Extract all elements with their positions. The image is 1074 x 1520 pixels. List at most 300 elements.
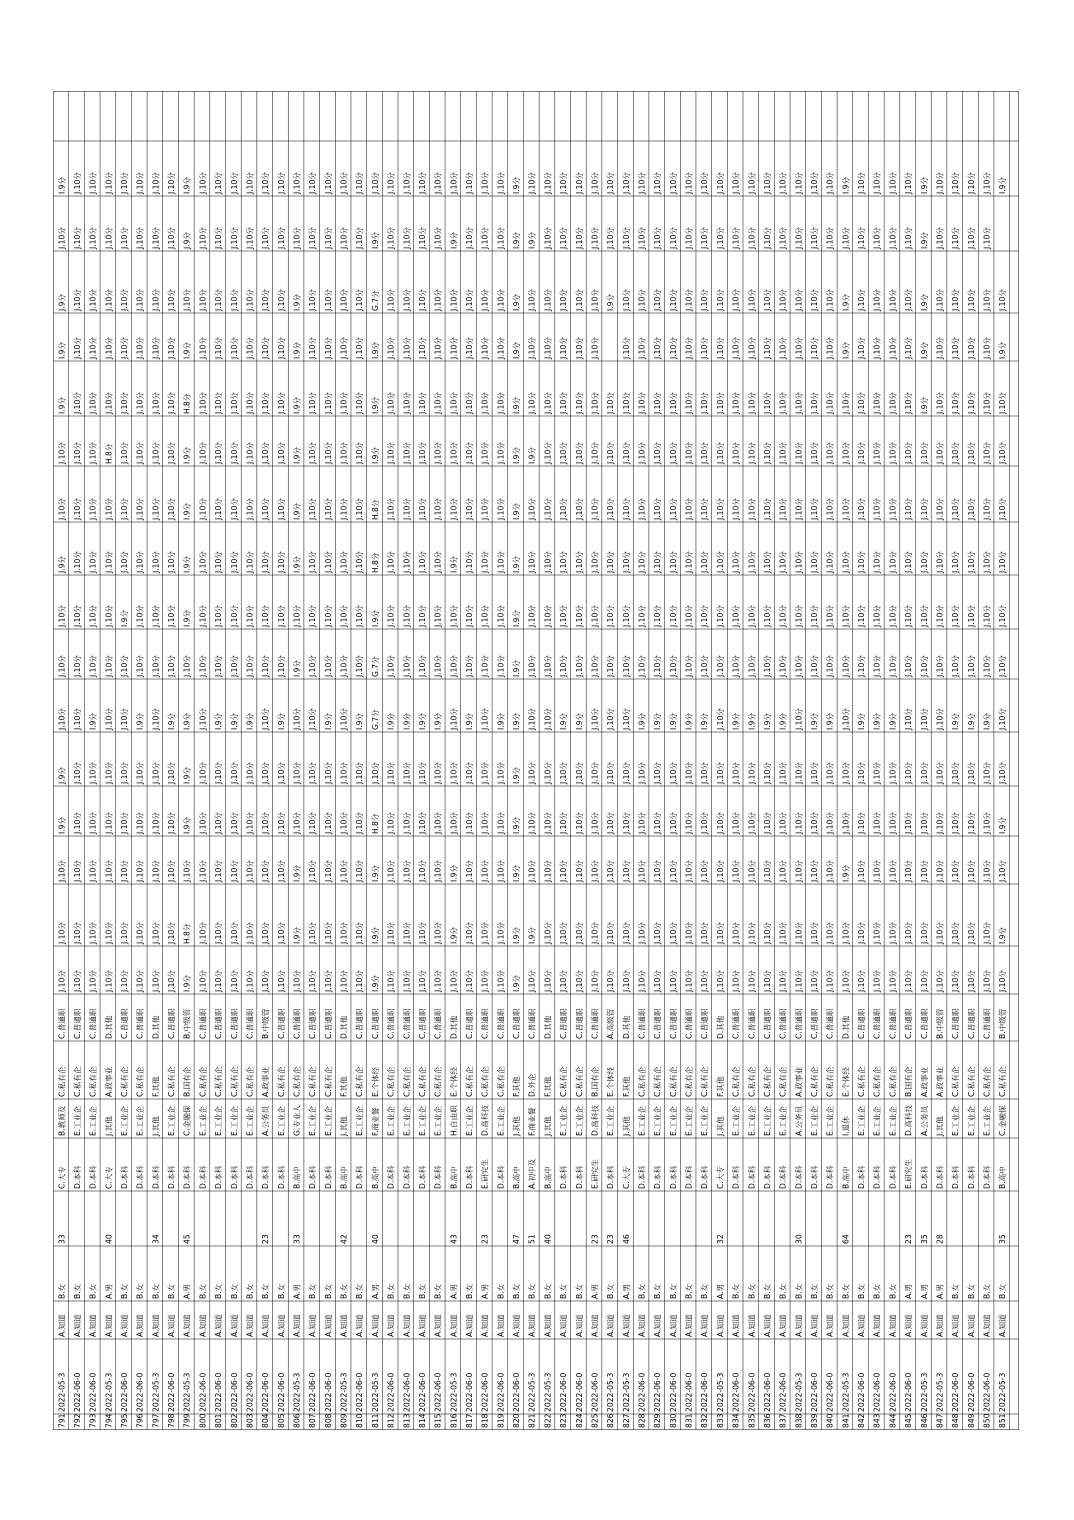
score-cell: I.9分	[370, 926, 380, 944]
position-cell: B.中级管	[182, 1008, 192, 1039]
score-cell: J.10分	[810, 498, 820, 520]
position-cell: A.高级管	[606, 1008, 616, 1039]
score-cell: J.10分	[104, 970, 114, 992]
score-cell: J.10分	[308, 762, 318, 784]
score-cell: J.10分	[668, 172, 678, 194]
score-cell: J.10分	[198, 762, 208, 784]
gender-cell: B.女	[355, 1283, 365, 1299]
row-id-cell: 827	[621, 1413, 631, 1428]
score-cell: J.10分	[951, 337, 961, 359]
score-cell: J.10分	[888, 289, 898, 311]
score-cell: J.10分	[198, 289, 208, 311]
score-cell: I.9分	[512, 396, 522, 414]
score-cell: J.10分	[810, 860, 820, 882]
score-cell: J.10分	[229, 442, 239, 464]
score-cell: J.10分	[935, 708, 945, 730]
gender-cell: B.女	[88, 1283, 98, 1299]
score-cell: J.10分	[857, 812, 867, 834]
score-cell: J.10分	[308, 172, 318, 194]
position-cell: C.普通职	[245, 1008, 255, 1039]
score-cell: I.9分	[57, 396, 67, 414]
employer-cell: C.私有企	[966, 1066, 976, 1097]
score-cell: J.10分	[465, 922, 475, 944]
occupation-cell: E.工业企	[72, 1106, 82, 1136]
score-cell: J.10分	[480, 498, 490, 520]
score-cell: J.10分	[794, 762, 804, 784]
score-cell: J.10分	[747, 498, 757, 520]
employer-cell: C.私有企	[276, 1066, 286, 1097]
date-cell: 2022-06-0	[872, 1372, 882, 1412]
score-cell: J.10分	[700, 922, 710, 944]
score-cell: J.10分	[872, 812, 882, 834]
employer-cell: C.私有企	[57, 1066, 67, 1097]
gender-cell: B.女	[57, 1283, 67, 1299]
score-cell: J.10分	[308, 860, 318, 882]
score-cell: J.10分	[653, 442, 663, 464]
employer-cell: C.私有企	[417, 1066, 427, 1097]
score-cell: J.10分	[825, 605, 835, 627]
score-cell: J.10分	[825, 337, 835, 359]
position-cell: C.普通职	[982, 1008, 992, 1039]
row-id-cell: 795	[120, 1413, 130, 1428]
score-cell: J.10分	[762, 337, 772, 359]
score-cell: J.10分	[229, 551, 239, 573]
score-cell: G.7分	[370, 709, 380, 730]
score-cell: J.10分	[982, 812, 992, 834]
score-cell: J.10分	[794, 392, 804, 414]
score-cell: J.9分	[57, 766, 67, 784]
score-cell: J.10分	[559, 172, 569, 194]
score-cell: J.10分	[935, 172, 945, 194]
score-cell: J.10分	[841, 812, 851, 834]
date-cell: 2022-06-0	[417, 1372, 427, 1412]
score-cell: J.10分	[872, 762, 882, 784]
score-cell: J.10分	[951, 227, 961, 249]
awareness-cell: A.知道	[998, 1314, 1008, 1337]
occupation-cell: B.教师及	[57, 1105, 67, 1136]
score-cell: J.10分	[261, 551, 271, 573]
score-cell: J.10分	[872, 551, 882, 573]
score-cell: J.10分	[465, 551, 475, 573]
score-cell: J.10分	[574, 337, 584, 359]
score-cell: J.10分	[762, 922, 772, 944]
score-cell: J.10分	[151, 289, 161, 311]
score-cell: I.9分	[512, 341, 522, 359]
score-cell: J.10分	[198, 172, 208, 194]
score-cell: J.10分	[621, 655, 631, 677]
score-cell: J.10分	[229, 289, 239, 311]
score-cell: J.10分	[276, 172, 286, 194]
score-cell: I.9分	[841, 176, 851, 194]
score-cell: J.10分	[966, 812, 976, 834]
score-cell: J.10分	[778, 812, 788, 834]
occupation-cell: J.其他	[935, 1116, 945, 1136]
score-cell: J.10分	[214, 498, 224, 520]
score-cell: J.10分	[104, 498, 114, 520]
score-cell: J.10分	[715, 498, 725, 520]
score-cell: J.10分	[72, 289, 82, 311]
score-cell: J.10分	[904, 655, 914, 677]
score-cell: J.10分	[355, 172, 365, 194]
score-cell: J.10分	[261, 708, 271, 730]
score-cell: J.10分	[715, 605, 725, 627]
awareness-cell: A.知道	[574, 1314, 584, 1337]
score-cell: J.10分	[480, 922, 490, 944]
awareness-cell: A.知道	[637, 1314, 647, 1337]
employer-cell: C.私有企	[214, 1066, 224, 1097]
score-cell: J.10分	[982, 762, 992, 784]
score-cell: J.10分	[606, 655, 616, 677]
score-cell: J.10分	[747, 860, 757, 882]
score-cell: J.10分	[355, 551, 365, 573]
score-cell: J.10分	[637, 605, 647, 627]
awareness-cell: A.知道	[370, 1314, 380, 1337]
gender-cell: B.女	[637, 1283, 647, 1299]
score-cell: J.10分	[684, 172, 694, 194]
score-cell: J.10分	[480, 762, 490, 784]
score-cell: J.10分	[433, 172, 443, 194]
score-cell: J.10分	[151, 860, 161, 882]
score-cell: J.10分	[480, 289, 490, 311]
score-cell: J.10分	[323, 655, 333, 677]
score-cell: J.10分	[621, 337, 631, 359]
position-cell: C.普通职	[857, 1008, 867, 1039]
score-cell: J.10分	[543, 708, 553, 730]
awareness-cell: A.知道	[120, 1314, 130, 1337]
age-cell: 40	[104, 1234, 114, 1244]
score-cell: I.9分	[512, 555, 522, 573]
score-cell: J.10分	[386, 172, 396, 194]
score-cell: J.10分	[794, 172, 804, 194]
position-cell: D.其他	[621, 1015, 631, 1039]
score-cell: J.10分	[872, 860, 882, 882]
position-cell: D.其他	[715, 1015, 725, 1039]
score-cell: I.9分	[747, 712, 757, 730]
score-cell: J.10分	[323, 498, 333, 520]
score-cell: J.10分	[778, 172, 788, 194]
position-cell: C.普通职	[825, 1008, 835, 1039]
score-cell: J.10分	[543, 551, 553, 573]
score-cell: J.10分	[88, 605, 98, 627]
score-cell: J.10分	[998, 762, 1008, 784]
score-cell: J.10分	[951, 655, 961, 677]
score-cell: J.10分	[998, 970, 1008, 992]
gender-cell: B.女	[229, 1283, 239, 1299]
education-cell: D.本科	[559, 1165, 569, 1189]
occupation-cell: E.工业企	[214, 1106, 224, 1136]
score-cell: I.9分	[668, 712, 678, 730]
score-cell: J.10分	[386, 289, 396, 311]
occupation-cell: A.公务员	[794, 1105, 804, 1136]
score-cell: J.10分	[904, 605, 914, 627]
score-cell: J.10分	[590, 762, 600, 784]
score-cell: J.10分	[120, 860, 130, 882]
score-cell: J.10分	[433, 605, 443, 627]
score-cell: J.10分	[198, 227, 208, 249]
age-cell: 35	[998, 1234, 1008, 1244]
score-cell: J.10分	[872, 227, 882, 249]
education-cell: D.本科	[182, 1165, 192, 1189]
score-cell: J.10分	[214, 172, 224, 194]
score-cell: I.9分	[449, 231, 459, 249]
occupation-cell: E.工业企	[951, 1106, 961, 1136]
score-cell: J.10分	[747, 392, 757, 414]
score-cell: J.10分	[386, 922, 396, 944]
gender-cell: B.女	[684, 1283, 694, 1299]
score-cell: J.10分	[731, 812, 741, 834]
score-cell: J.10分	[715, 860, 725, 882]
score-cell: J.10分	[590, 605, 600, 627]
score-cell: I.9分	[919, 176, 929, 194]
score-cell: J.10分	[778, 605, 788, 627]
education-cell: D.本科	[135, 1165, 145, 1189]
score-cell: J.10分	[825, 227, 835, 249]
score-cell: J.10分	[72, 655, 82, 677]
score-cell: J.10分	[904, 970, 914, 992]
position-cell: C.普通职	[888, 1008, 898, 1039]
row-id-cell: 812	[386, 1413, 396, 1428]
score-cell: I.9分	[57, 176, 67, 194]
row-id-cell: 800	[198, 1413, 208, 1428]
awareness-cell: A.知道	[496, 1314, 506, 1337]
score-cell: J.10分	[543, 337, 553, 359]
date-cell: 2022-06-0	[402, 1372, 412, 1412]
score-cell: J.10分	[72, 227, 82, 249]
date-cell: 2022-06-0	[668, 1372, 678, 1412]
score-cell: J.10分	[449, 392, 459, 414]
score-cell: J.10分	[888, 498, 898, 520]
score-cell: J.10分	[747, 812, 757, 834]
score-cell: J.10分	[637, 442, 647, 464]
date-cell: 2022-05-3	[292, 1372, 302, 1412]
awareness-cell: A.知道	[135, 1314, 145, 1337]
position-cell: C.普通职	[480, 1008, 490, 1039]
score-cell: I.9分	[182, 176, 192, 194]
score-cell: J.10分	[88, 172, 98, 194]
score-cell: J.10分	[888, 922, 898, 944]
score-cell: J.10分	[857, 498, 867, 520]
score-cell: J.10分	[872, 970, 882, 992]
score-cell: I.9分	[402, 712, 412, 730]
awareness-cell: A.知道	[731, 1314, 741, 1337]
age-cell: 28	[935, 1234, 945, 1244]
score-cell: J.10分	[888, 605, 898, 627]
date-cell: 2022-06-0	[888, 1372, 898, 1412]
employer-cell: C.私有企	[684, 1066, 694, 1097]
score-cell: J.10分	[135, 762, 145, 784]
score-cell: J.10分	[590, 172, 600, 194]
score-cell: J.10分	[496, 337, 506, 359]
date-cell: 2022-06-0	[355, 1372, 365, 1412]
score-cell: J.10分	[120, 289, 130, 311]
score-cell: J.10分	[355, 922, 365, 944]
score-cell: J.10分	[182, 860, 192, 882]
score-cell: J.10分	[276, 227, 286, 249]
awareness-cell: A.知道	[276, 1314, 286, 1337]
score-cell: J.10分	[731, 970, 741, 992]
occupation-cell: J.其他	[543, 1116, 553, 1136]
gender-cell: B.女	[386, 1283, 396, 1299]
score-cell: J.10分	[935, 860, 945, 882]
row-id-cell: 828	[637, 1413, 647, 1428]
score-cell: J.10分	[276, 922, 286, 944]
row-id-cell: 851	[998, 1413, 1008, 1428]
education-cell: D.本科	[355, 1165, 365, 1189]
score-cell: J.10分	[778, 227, 788, 249]
occupation-cell: D.高科技	[904, 1104, 914, 1136]
occupation-cell: E.工业企	[276, 1106, 286, 1136]
score-cell: J.10分	[731, 337, 741, 359]
score-cell: J.10分	[825, 442, 835, 464]
score-cell: I.9分	[465, 712, 475, 730]
awareness-cell: A.知道	[841, 1314, 851, 1337]
occupation-cell: E.工业企	[229, 1106, 239, 1136]
score-cell: J.10分	[747, 442, 757, 464]
occupation-cell: E.工业企	[574, 1106, 584, 1136]
score-cell: J.10分	[810, 812, 820, 834]
score-cell: J.10分	[72, 392, 82, 414]
education-cell: D.本科	[606, 1165, 616, 1189]
score-cell: J.10分	[323, 860, 333, 882]
date-cell: 2022-06-0	[198, 1372, 208, 1412]
employer-cell: C.私有企	[810, 1066, 820, 1097]
score-cell: I.9分	[512, 446, 522, 464]
awareness-cell: A.知道	[700, 1314, 710, 1337]
score-cell: J.10分	[245, 605, 255, 627]
gender-cell: A.男	[480, 1283, 490, 1299]
score-cell: J.10分	[120, 227, 130, 249]
score-cell: J.10分	[355, 812, 365, 834]
date-cell: 2022-06-0	[88, 1372, 98, 1412]
date-cell: 2022-06-0	[778, 1372, 788, 1412]
row-id-cell: 849	[966, 1413, 976, 1428]
position-cell: C.普通职	[167, 1008, 177, 1039]
position-cell: C.普通职	[135, 1008, 145, 1039]
score-cell: I.9分	[292, 864, 302, 882]
occupation-cell: E.工业企	[402, 1106, 412, 1136]
score-cell: J.10分	[684, 337, 694, 359]
gender-cell: B.女	[951, 1283, 961, 1299]
score-cell: J.10分	[151, 970, 161, 992]
education-cell: D.本科	[825, 1165, 835, 1189]
education-cell: D.本科	[323, 1165, 333, 1189]
score-cell: J.10分	[88, 812, 98, 834]
score-cell: J.10分	[449, 970, 459, 992]
score-cell: J.10分	[935, 762, 945, 784]
education-cell: D.本科	[417, 1165, 427, 1189]
score-cell: I.9分	[825, 712, 835, 730]
score-cell: J.10分	[198, 442, 208, 464]
score-cell: J.10分	[120, 812, 130, 834]
score-cell: J.10分	[810, 922, 820, 944]
score-cell: J.10分	[417, 289, 427, 311]
occupation-cell: F.商业餐	[527, 1107, 537, 1136]
score-cell: I.9分	[810, 712, 820, 730]
score-cell: J.10分	[167, 498, 177, 520]
education-cell: D.本科	[778, 1165, 788, 1189]
score-cell: I.9分	[449, 864, 459, 882]
score-cell: J.10分	[841, 762, 851, 784]
date-cell: 2022-06-0	[762, 1372, 772, 1412]
position-cell: C.普通职	[966, 1008, 976, 1039]
score-cell: H.8分	[370, 813, 380, 834]
score-cell: J.10分	[810, 227, 820, 249]
score-cell: J.10分	[402, 227, 412, 249]
score-cell: J.10分	[794, 708, 804, 730]
score-cell: J.10分	[715, 708, 725, 730]
score-cell: J.10分	[104, 172, 114, 194]
score-cell: J.10分	[684, 605, 694, 627]
score-cell: J.10分	[167, 812, 177, 834]
position-cell: C.普通职	[762, 1008, 772, 1039]
score-cell: J.10分	[684, 970, 694, 992]
score-cell: J.10分	[465, 860, 475, 882]
education-cell: E.研究生	[590, 1159, 600, 1189]
score-cell: J.10分	[715, 970, 725, 992]
score-cell: J.10分	[606, 551, 616, 573]
row-id-cell: 814	[417, 1413, 427, 1428]
score-cell: J.10分	[261, 605, 271, 627]
date-cell: 2022-05-3	[182, 1372, 192, 1412]
score-cell: J.10分	[715, 337, 725, 359]
score-cell: J.10分	[653, 655, 663, 677]
score-cell: J.10分	[762, 655, 772, 677]
awareness-cell: A.知道	[527, 1314, 537, 1337]
age-cell: 33	[292, 1234, 302, 1244]
score-cell: J.10分	[339, 970, 349, 992]
score-cell: J.10分	[888, 860, 898, 882]
score-cell: J.10分	[778, 289, 788, 311]
score-cell: J.10分	[590, 337, 600, 359]
score-cell: J.10分	[543, 227, 553, 249]
score-cell: J.10分	[982, 337, 992, 359]
employer-cell: C.私有企	[386, 1066, 396, 1097]
date-cell: 2022-06-0	[559, 1372, 569, 1412]
score-cell: I.9分	[512, 659, 522, 677]
score-cell: J.10分	[308, 227, 318, 249]
score-cell: J.10分	[167, 337, 177, 359]
employer-cell: C.私有企	[762, 1066, 772, 1097]
score-cell: J.10分	[778, 762, 788, 784]
education-cell: D.本科	[151, 1165, 161, 1189]
score-cell: J.10分	[245, 970, 255, 992]
score-cell: J.10分	[998, 655, 1008, 677]
employer-cell: C.私有企	[637, 1066, 647, 1097]
score-cell: J.10分	[966, 337, 976, 359]
score-cell: J.10分	[841, 970, 851, 992]
employer-cell: C.私有企	[496, 1066, 506, 1097]
score-cell: I.9分	[700, 712, 710, 730]
score-cell: J.10分	[229, 655, 239, 677]
gender-cell: B.女	[966, 1283, 976, 1299]
score-cell: J.10分	[574, 860, 584, 882]
score-cell: J.10分	[417, 860, 427, 882]
score-cell: J.10分	[214, 392, 224, 414]
awareness-cell: A.知道	[825, 1314, 835, 1337]
score-cell: J.10分	[355, 289, 365, 311]
row-id-cell: 804	[261, 1413, 271, 1428]
score-cell: J.10分	[198, 860, 208, 882]
score-cell: J.10分	[308, 922, 318, 944]
score-cell: I.9分	[606, 293, 616, 311]
score-cell: J.10分	[276, 289, 286, 311]
score-cell: J.10分	[245, 812, 255, 834]
education-cell: B.高中	[841, 1166, 851, 1189]
score-cell: J.10分	[590, 392, 600, 414]
score-cell: J.10分	[480, 227, 490, 249]
gender-cell: B.女	[496, 1283, 506, 1299]
education-cell: D.本科	[574, 1165, 584, 1189]
